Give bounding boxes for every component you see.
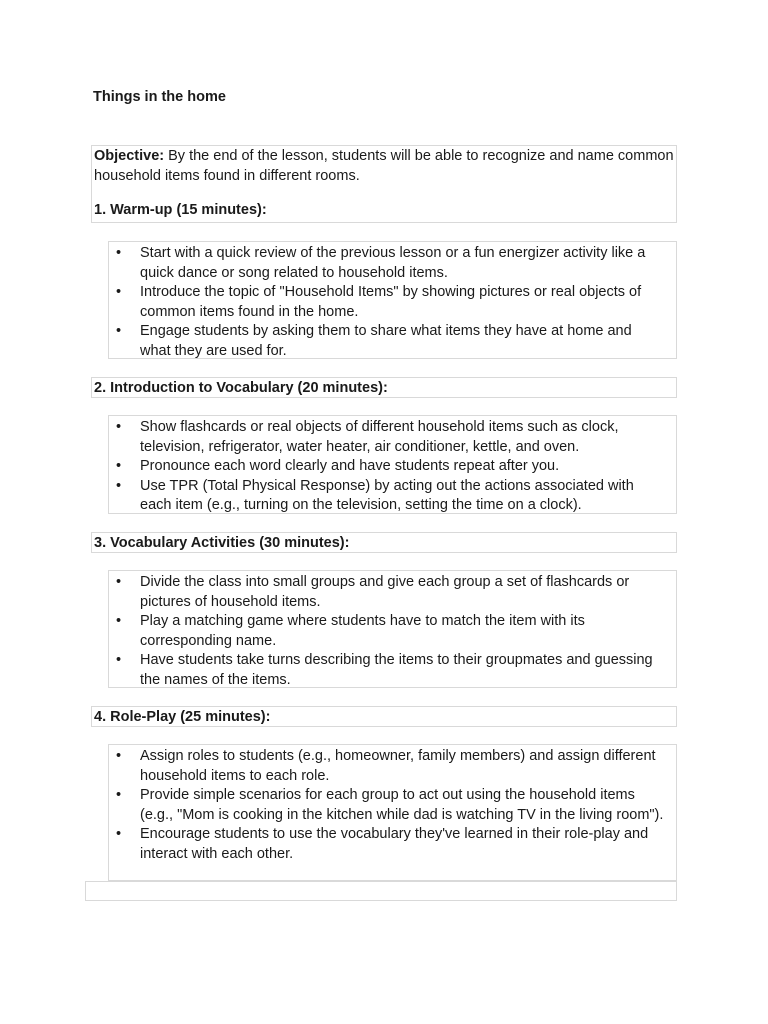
list-item: • Assign roles to students (e.g., homeowner, family members) and assign different household items to each role. <box>140 747 666 786</box>
list-item: • Engage students by asking them to share what items they have at home and what they are used for. <box>140 322 666 361</box>
empty-table-row <box>85 881 677 901</box>
section-heading-vocabulary-intro: 2. Introduction to Vocabulary (20 minutes): <box>94 380 388 396</box>
section-list-role-play <box>108 744 677 881</box>
section-heading-warm-up: 1. Warm-up (15 minutes): <box>94 202 267 218</box>
objective-paragraph <box>94 146 674 186</box>
list-item: • Use TPR (Total Physical Response) by acting out the actions associated with each item (e.g., turning on the television, setting the time on a clock). <box>140 477 666 516</box>
section-heading-box <box>91 532 677 553</box>
section-heading-role-play: 4. Role-Play (25 minutes): <box>94 709 271 725</box>
section-list-warm-up <box>108 241 677 359</box>
objective-box <box>91 145 677 223</box>
document-title: Things in the home <box>93 89 226 105</box>
list-item: • Show flashcards or real objects of different household items such as clock, television, refrigerator, water heater, air conditioner, kettle, and oven. <box>140 418 666 457</box>
section-list-vocabulary-intro <box>108 415 677 514</box>
section-heading-box <box>91 377 677 398</box>
list-item: • Provide simple scenarios for each group to act out using the household items (e.g., "Mom is cooking in the kitchen while dad is watching TV in the living room"). <box>140 786 666 825</box>
objective-text: By the end of the lesson, students will be able to recognize and name common household items found in different rooms. <box>94 148 674 184</box>
list-item: • Divide the class into small groups and give each group a set of flashcards or pictures of household items. <box>140 573 666 612</box>
objective-label: Objective: <box>94 148 165 164</box>
list-item: • Pronounce each word clearly and have students repeat after you. <box>140 457 666 477</box>
section-heading-box <box>91 706 677 727</box>
list-item: • Have students take turns describing the items to their groupmates and guessing the names of the items. <box>140 651 666 690</box>
list-item: • Encourage students to use the vocabulary they've learned in their role-play and interact with each other. <box>140 825 666 864</box>
list-item: • Play a matching game where students have to match the item with its corresponding name. <box>140 612 666 651</box>
list-item: • Introduce the topic of "Household Items" by showing pictures or real objects of common items found in the home. <box>140 283 666 322</box>
section-list-vocabulary-activities <box>108 570 677 688</box>
list-item: • Start with a quick review of the previous lesson or a fun energizer activity like a quick dance or song related to household items. <box>140 244 666 283</box>
section-heading-vocabulary-activities: 3. Vocabulary Activities (30 minutes): <box>94 535 350 551</box>
